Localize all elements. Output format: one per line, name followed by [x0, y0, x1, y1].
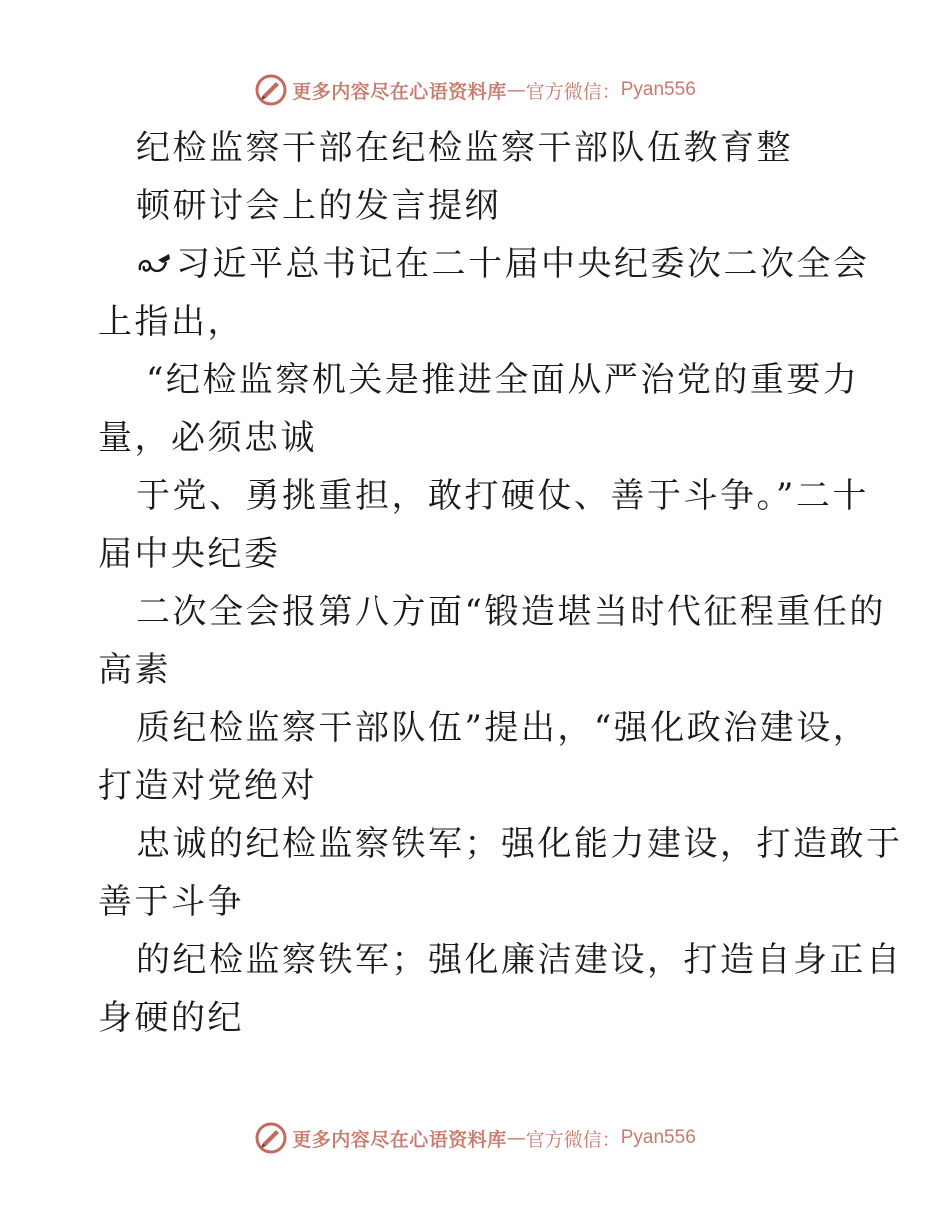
banner-wechat-id: Pyan556: [620, 79, 696, 100]
footer-banner: [0, 1118, 950, 1158]
paragraph-line: 上指出，: [98, 302, 244, 342]
logo-pen-icon: [254, 1121, 288, 1155]
paragraph-line: 的纪检监察铁军；强化廉洁建设，打造自身正自: [136, 940, 903, 980]
paragraph-line: 打造对党绝对: [98, 766, 317, 806]
header-banner: [0, 70, 950, 110]
banner-wechat-id: Pyan556: [620, 1127, 696, 1148]
line-text: 习近平总书记在二十届中央纪委次二次全会: [176, 244, 870, 284]
banner-wechat-label: 官方微信：: [525, 80, 621, 103]
paragraph-line: 量，必须忠诚: [98, 418, 317, 458]
paragraph-line: 善于斗争: [98, 882, 244, 922]
paragraph-line: [136, 244, 870, 284]
paragraph-line: “纪检监察机关是推进全面从严治党的重要力: [146, 360, 860, 400]
title-line-2: 顿研讨会上的发言提纲: [136, 186, 501, 226]
banner-dash: —: [506, 79, 526, 101]
paragraph-line: 身硬的纪: [98, 998, 244, 1038]
paragraph-line: 届中央纪委: [98, 534, 281, 574]
banner-brand: 更多内容尽在心语资料库: [292, 80, 507, 103]
logo-pen-icon: [254, 73, 288, 107]
paragraph-line: 质纪检监察干部队伍”提出，“强化政治建设，: [136, 708, 870, 748]
paragraph-line: 忠诚的纪检监察铁军；强化能力建设，打造敢于: [136, 824, 903, 864]
ornament-swirl-icon: [136, 248, 174, 278]
paragraph-line: 高素: [98, 650, 171, 690]
paragraph-line: 于党、勇挑重担，敢打硬仗、善于斗争。”二十: [136, 476, 869, 516]
paragraph-line: 二次全会报第八方面“锻造堪当时代征程重任的: [136, 592, 886, 632]
banner-wechat-label: 官方微信：: [525, 1128, 621, 1151]
banner-dash: —: [506, 1127, 526, 1149]
banner-brand: 更多内容尽在心语资料库: [292, 1128, 507, 1151]
title-line-1: 纪检监察干部在纪检监察干部队伍教育整: [136, 128, 793, 168]
